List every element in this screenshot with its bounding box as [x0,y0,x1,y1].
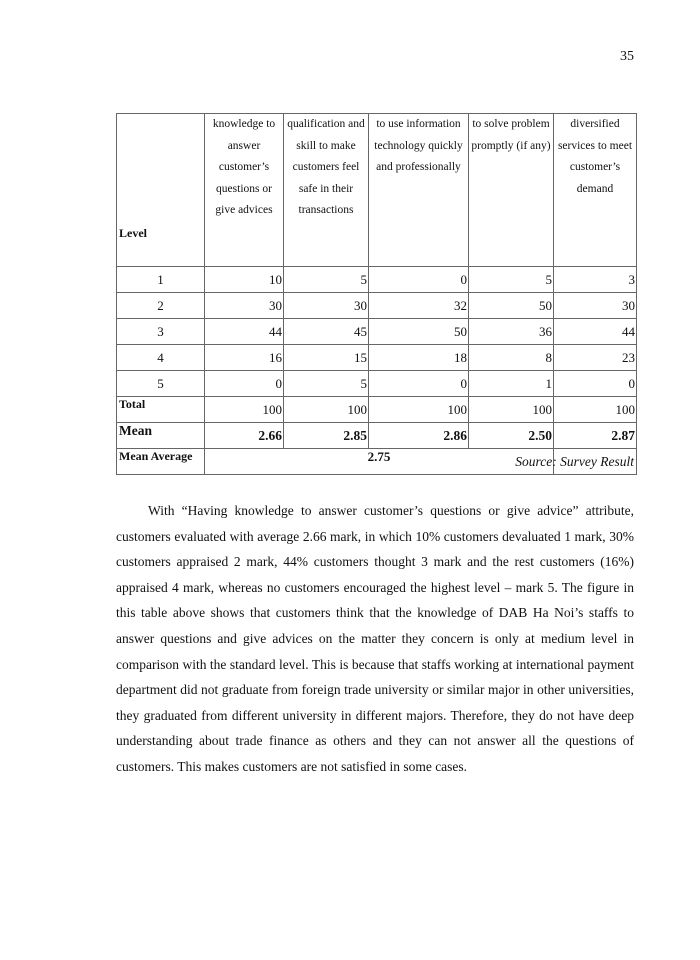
value-cell: 30 [205,293,284,319]
table-row [117,371,637,397]
value-cell: 50 [469,293,554,319]
column-header-technology: to use information technology quickly and professionally [369,114,469,267]
total-cell: 100 [469,397,554,423]
level-header: Level [117,114,205,267]
mean-average-value: 2.75 [205,449,554,475]
column-header-solve-problem: to solve problem promptly (if any) [469,114,554,267]
level-cell: 3 [117,319,205,345]
value-cell: 5 [284,267,369,293]
total-row [117,397,637,423]
value-cell: 10 [205,267,284,293]
mean-cell: 2.50 [469,423,554,449]
value-cell: 44 [554,319,637,345]
value-cell: 32 [369,293,469,319]
table-row [117,267,637,293]
value-cell: 5 [469,267,554,293]
table-row [117,293,637,319]
value-cell: 15 [284,345,369,371]
total-label: Total [117,397,205,423]
level-cell: 4 [117,345,205,371]
mean-average-label: Mean Average [117,449,205,475]
page-number: 35 [620,49,634,64]
value-cell: 23 [554,345,637,371]
total-cell: 100 [205,397,284,423]
value-cell: 30 [554,293,637,319]
table-row [117,345,637,371]
value-cell: 45 [284,319,369,345]
value-cell: 50 [369,319,469,345]
value-cell: 0 [369,267,469,293]
value-cell: 18 [369,345,469,371]
value-cell: 30 [284,293,369,319]
survey-table [116,113,637,475]
mean-cell: 2.85 [284,423,369,449]
mean-cell: 2.87 [554,423,637,449]
value-cell: 0 [369,371,469,397]
mean-cell: 2.66 [205,423,284,449]
total-cell: 100 [284,397,369,423]
level-cell: 1 [117,267,205,293]
value-cell: 5 [284,371,369,397]
level-cell: 2 [117,293,205,319]
value-cell: 3 [554,267,637,293]
value-cell: 44 [205,319,284,345]
mean-cell: 2.86 [369,423,469,449]
table-header-row [117,114,637,267]
column-header-diversified-services: diversified services to meet customer’s demand [554,114,637,267]
table-source: Source: Survey Result [515,454,634,469]
mean-label: Mean [117,423,205,449]
total-cell: 100 [554,397,637,423]
column-header-qualification: qualification and skill to make customers feel safe in their transactions [284,114,369,267]
total-cell: 100 [369,397,469,423]
column-header-knowledge: knowledge to answer customer’s questions or give advices [205,114,284,267]
level-cell: 5 [117,371,205,397]
mean-row [117,423,637,449]
value-cell: 0 [554,371,637,397]
body-paragraph: With “Having knowledge to answer customer’s questions or give advice” attribute, customers evaluated with average 2.66 mark, in which 10% customers devaluated 1 mark, 30% customers appraised 2 mark, 44% customers thought 3 mark and the rest customers (16%) appraised 4 mark, whereas no customers encouraged the highest level – mark 5. The figure in this table above shows that customers think that the knowledge of DAB Ha Noi’s staffs to answer questions and give advices on the matter they concern is only at medium level in comparison with the standard level. This is because that staffs working at international payment department did not graduate from foreign trade university or similar major in other universities, they graduated from different university in different majors. Therefore, they do not have deep understanding about trade finance as others and they can not answer all the questions of customers. This makes customers are not satisfied in some cases. [116,503,634,774]
value-cell: 0 [205,371,284,397]
value-cell: 1 [469,371,554,397]
value-cell: 16 [205,345,284,371]
value-cell: 8 [469,345,554,371]
value-cell: 36 [469,319,554,345]
table-row [117,319,637,345]
